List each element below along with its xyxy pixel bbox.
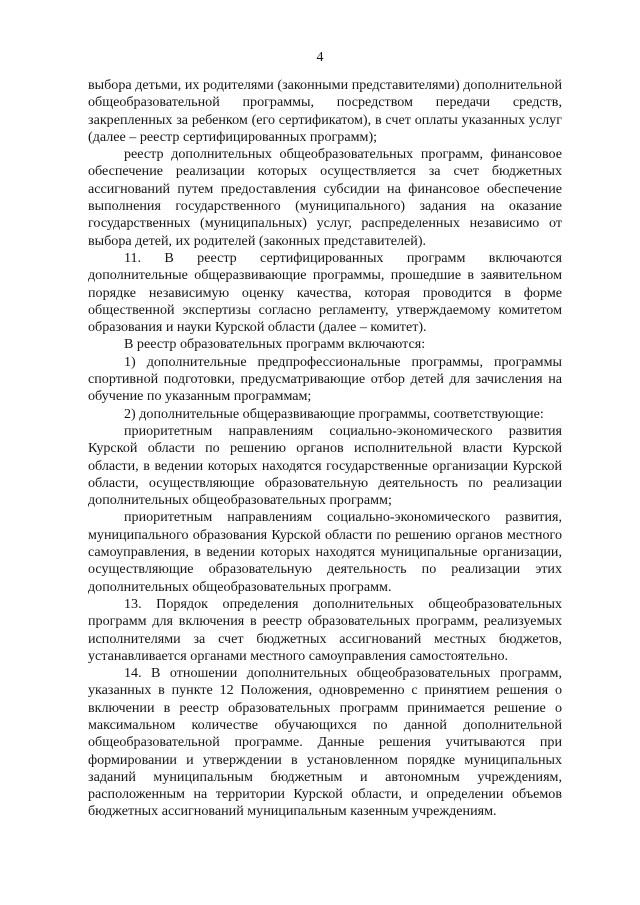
paragraph-registry-includes: В реестр образовательных программ включаются: bbox=[124, 336, 426, 353]
paragraph-subitem-1: 1) дополнительные предпрофессиональные программы, программы спортивной подготовки, предусматривающие отбор детей для зачисления на обучение по указанным программам; bbox=[88, 353, 562, 405]
document-body bbox=[88, 77, 562, 821]
paragraph-municipal-priorities: приоритетным направлениям социально-экономического развития, муниципального образования Курской области по решению органов местного самоуправления, в ведении которых находятся муниципальные организации, осуществляющие образовательную деятельность по реализации этих дополнительных общеобразовательных программ. bbox=[88, 509, 562, 595]
page-number: 4 bbox=[316, 50, 324, 65]
paragraph-item-11: 11. В реестр сертифицированных программ включаются дополнительные общеразвивающие программы, прошедшие в заявительном порядке независимую оценку качества, которая проводится в форме общественной экспертизы согласно регламенту, утверждаемому комитетом образования и науки Курской области (далее – комитет). bbox=[88, 249, 562, 336]
paragraph-regional-priorities: приоритетным направлениям социально-экономического развития Курской области по решению органов исполнительной власти Курской области, в ведении которых находятся государственные организации Курской области, осуществляющие образовательную деятельность по реализации дополнительных общеобразовательных программ; bbox=[88, 422, 562, 509]
paragraph-item-13: 13. Порядок определения дополнительных общеобразовательных программ для включения в реестр образовательных программ, реализуемых исполнителями за счет бюджетных ассигнований местных бюджетов, устанавливается органами местного самоуправления самостоятельно. bbox=[88, 595, 562, 664]
paragraph-item-14: 14. В отношении дополнительных общеобразовательных программ, указанных в пункте 12 Положения, одновременно с принятием решения о включении в реестр образовательных программ принимается решение о максимальном количестве обучающихся по данной дополнительной общеобразовательной программе. Данные решения учитываются при формировании и утверждении в установленном порядке муниципальных заданий муниципальным бюджетным и автономным учреждениям, расположенным на территории Курской области, и определении объемов бюджетных ассигнований муниципальным казенным учреждениям. bbox=[88, 665, 562, 820]
paragraph-continuation: выбора детьми, их родителями (законными представителями) дополнительной общеобразовательной программы, посредством передачи средств, закрепленных за ребенком (его сертификатом), в счет оплаты указанных услуг (далее – реестр сертифицированных программ); bbox=[88, 77, 562, 145]
paragraph-registry-budget: реестр дополнительных общеобразовательных программ, финансовое обеспечение реализации которых осуществляется за счет бюджетных ассигнований путем предоставления субсидии на финансовое обеспечение выполнения государственного (муниципального) задания на оказание государственных (муниципальных) услуг, распределенных независимо от выбора детей, их родителей (законных представителей). bbox=[88, 146, 562, 249]
paragraph-subitem-2: 2) дополнительные общеразвивающие программы, соответствующие: bbox=[124, 405, 544, 422]
